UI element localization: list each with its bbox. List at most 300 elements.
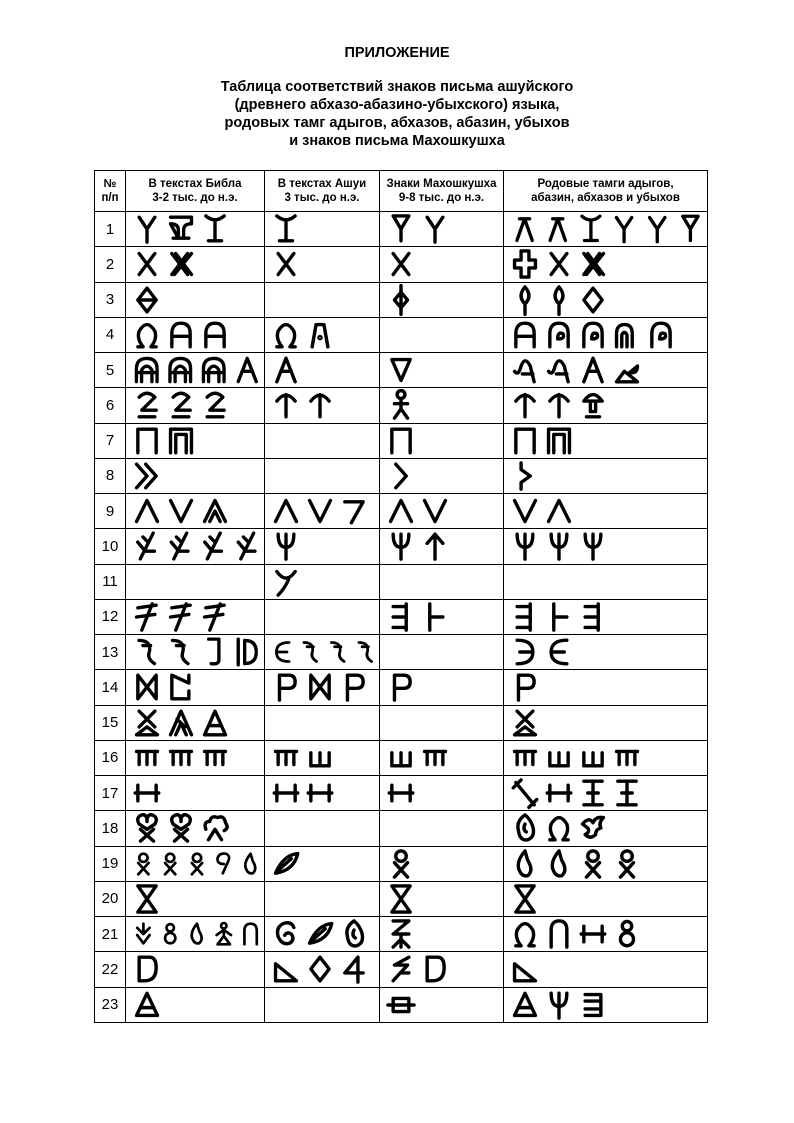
cell-ashui [265,494,380,529]
glyph-group [130,318,264,352]
glyph-group [269,494,379,528]
cell-tamgas [504,776,708,811]
branch-glyph [138,533,155,559]
glyph-group [384,388,503,422]
y-stand-glyph [582,216,600,240]
cell-ashui [265,353,380,388]
glyph-group [269,776,379,810]
d-bar-glyph [238,639,256,665]
t-arc-glyph [516,395,534,417]
correspondence-table [94,170,708,1023]
comb-glyph [137,751,158,764]
glyph-group [130,459,264,493]
cell-makhoshkushkha [380,811,504,846]
glyph-group [384,212,503,246]
cell-makhoshkushkha [380,423,504,458]
glyph-group [269,917,379,951]
glyph-group [269,635,379,669]
glyph-group [130,988,264,1022]
glyph-group [508,670,707,704]
glyph-group [508,600,707,634]
glyph-group [269,952,379,986]
backward-e-glyph [517,640,533,664]
cell-makhoshkushkha [380,881,504,916]
header-number: № п/п [95,171,126,212]
cell-byblos [126,564,265,599]
y-fork-glyph [139,217,155,242]
seven-glyph [345,502,363,523]
glyph-group [269,529,379,563]
glyph-group [508,247,707,281]
arch-glyph [551,921,567,947]
pi-glyph [516,429,534,453]
cell-tamgas [504,881,708,916]
header-byblos: В текстах Библа 3-2 тыс. до н.э. [126,171,265,212]
row-number: 10 [95,529,126,564]
a-curl-glyph [549,361,569,382]
glyph-group [130,776,264,810]
glyph-group [130,917,264,951]
glyph-group [269,353,379,387]
comb-glyph [171,751,192,764]
table-row [95,599,708,634]
psi-glyph [551,535,567,560]
heart-x-glyph [172,815,191,841]
cell-makhoshkushkha [380,740,504,775]
glyph-group [384,459,503,493]
hook-bar-glyph [359,643,372,662]
cell-byblos [126,952,265,987]
table-row [95,353,708,388]
loop-x-glyph [165,853,175,874]
t-arc-glyph [550,395,568,417]
cell-tamgas [504,811,708,846]
row-number: 15 [95,705,126,740]
table-row [95,776,708,811]
row-number: 17 [95,776,126,811]
row-number: 14 [95,670,126,705]
glyph-group [269,388,379,422]
cell-ashui [265,423,380,458]
cell-tamgas [504,353,708,388]
glyph-group [130,494,264,528]
glyph-group [384,917,503,951]
epsilon-glyph [551,640,567,664]
row-number: 18 [95,811,126,846]
arrow-down-glyph [137,924,149,944]
sha-glyph [584,753,602,766]
cell-ashui [265,388,380,423]
four-glyph [345,958,363,983]
cell-ashui [265,529,380,564]
a-curl-glyph [515,361,535,382]
cell-tamgas [504,388,708,423]
dumbbell-glyph [389,785,413,801]
glyph-group [508,988,707,1022]
loop-x-glyph [394,851,407,877]
cell-tamgas [504,458,708,493]
cell-makhoshkushkha [380,670,504,705]
header-ashui: В текстах Ашуи 3 тыс. до н.э. [265,171,380,212]
glyph-group [508,424,707,458]
arch-bar-glyph [516,323,534,347]
caret-up-glyph [276,501,297,522]
cell-ashui [265,282,380,317]
hook-bar-glyph [139,641,154,664]
glyph-group [384,283,503,317]
cell-byblos [126,282,265,317]
t-arc-glyph [311,395,329,417]
glyph-group [269,565,379,599]
glyph-group [508,882,707,916]
glyph-group [384,353,503,387]
glyph-group [269,318,379,352]
pi-glyph [392,429,410,453]
plus-cross-glyph [515,251,536,277]
diamond-glyph [584,288,602,312]
cell-makhoshkushkha [380,564,504,599]
branch-glyph [205,533,222,559]
row-number: 11 [95,564,126,599]
caret-up-glyph [549,501,570,522]
cell-tamgas [504,317,708,352]
tri-flag-glyph [617,366,638,382]
blob-glyph [347,921,363,946]
cell-byblos [126,599,265,634]
anvil-glyph [171,217,192,238]
cell-makhoshkushkha [380,635,504,670]
leaf-glyph [310,924,332,944]
y-stand-glyph [277,216,295,241]
cell-tamgas [504,635,708,670]
row-number: 8 [95,458,126,493]
row-number: 3 [95,282,126,317]
glyph-group [130,424,264,458]
comb-glyph [515,751,536,764]
hourglass-glyph [392,886,410,912]
d-shape-glyph [139,958,156,982]
glyph-group [130,847,264,881]
cell-ashui [265,564,380,599]
e-left-glyph [585,604,598,630]
sigma-glyph [207,394,224,418]
cell-tamgas [504,282,708,317]
row-number: 13 [95,635,126,670]
caret-up-glyph [391,501,412,522]
sha-glyph [550,753,568,766]
slant-bar-glyph [513,780,537,807]
glyph-group [130,952,264,986]
cell-byblos [126,353,265,388]
drop-glyph [192,924,202,944]
glyph-group [384,494,503,528]
cell-byblos [126,705,265,740]
cell-tamgas [504,212,708,247]
sha-glyph [311,753,329,766]
cell-byblos [126,317,265,352]
cell-ashui [265,247,380,282]
row-number: 2 [95,247,126,282]
cell-byblos [126,740,265,775]
caret-down-glyph [310,501,331,522]
cell-makhoshkushkha [380,952,504,987]
glyph-group [384,247,503,281]
bowtie-glyph [311,676,329,700]
t-right-glyph [430,604,443,630]
arch-bar-glyph [172,323,190,347]
table-row [95,811,708,846]
wedge-glyph [276,964,297,981]
loop-x-glyph [586,851,599,877]
table-row [95,670,708,705]
cell-makhoshkushkha [380,458,504,493]
row-number: 5 [95,353,126,388]
hook-bar-glyph [331,643,344,662]
p-letter-glyph [347,676,363,701]
cell-tamgas [504,247,708,282]
arch-loop-glyph [652,323,670,347]
subtitle-line: и знаков письма Махошкушха [289,133,505,149]
x-cross-glyph [278,254,294,275]
man-glyph [217,923,231,944]
cell-ashui [265,917,380,952]
hourglass-glyph [138,886,156,912]
cell-ashui [265,740,380,775]
pi-double-glyph [549,429,570,453]
cell-makhoshkushkha [380,494,504,529]
cell-ashui [265,811,380,846]
glyph-group [130,635,264,669]
psi-glyph [551,993,567,1018]
cell-ashui [265,458,380,493]
table-row [95,247,708,282]
glyph-group [130,741,264,775]
glyph-group [269,670,379,704]
table-row [95,282,708,317]
subtitle-line: родовых тамг адыгов, абхазов, абазин, убыхов [224,115,570,131]
x-cross-glyph [393,254,409,275]
dumbbell-glyph [547,785,571,801]
cell-makhoshkushkha [380,987,504,1022]
header-makhoshkushkha: Знаки Махошкушха 9-8 тыс. до н.э. [380,171,504,212]
sha-glyph [392,753,410,766]
i-beam-glyph [618,781,636,805]
arch-loop-glyph [584,323,602,347]
bowtie-glyph [138,676,156,700]
caret-double-glyph [205,501,226,522]
glyph-group [508,459,707,493]
glyph-group [508,952,707,986]
pi-glyph [138,429,156,453]
row-number: 21 [95,917,126,952]
psi-glyph [585,535,601,560]
t-arc-glyph [277,395,295,417]
cell-makhoshkushkha [380,599,504,634]
drop-glyph [518,851,531,876]
arch-bar-glyph [206,323,224,347]
glyph-group [508,706,707,740]
cell-tamgas [504,599,708,634]
diamond-stem-glyph [394,285,407,314]
page-title: ПРИЛОЖЕНИЕ [344,45,450,61]
d-shape-glyph [427,958,444,982]
a-letter-glyph [584,358,602,382]
dumbbell-glyph [135,785,159,801]
t-right-glyph [554,604,567,630]
table-row [95,987,708,1022]
glyph-group [384,988,503,1022]
triangle-glyph [137,993,158,1015]
row-number: 16 [95,740,126,775]
cell-makhoshkushkha [380,212,504,247]
cell-makhoshkushkha [380,776,504,811]
y-fork-glyph [650,218,665,242]
cell-tamgas [504,529,708,564]
x-cross-glyph [139,254,155,275]
cell-ashui [265,670,380,705]
cell-ashui [265,846,380,881]
glyph-group [384,670,503,704]
cell-byblos [126,917,265,952]
chevron-hook-glyph [521,463,530,489]
omega-glyph [138,324,156,346]
leaf-glyph [276,853,298,873]
glyph-group [508,494,707,528]
glyph-group [269,741,379,775]
glyph-group [508,318,707,352]
tri-double-glyph [171,711,192,735]
goblet-glyph [683,216,698,240]
cell-byblos [126,670,265,705]
cell-byblos [126,987,265,1022]
glyph-group [508,529,707,563]
e-left-glyph [517,604,530,630]
chevrons-right-glyph [137,464,157,488]
glyph-group [130,388,264,422]
comb-glyph [425,751,446,764]
cell-tamgas [504,705,708,740]
row-number: 4 [95,317,126,352]
cell-tamgas [504,987,708,1022]
glyph-group [508,212,707,246]
caret-down-glyph [171,501,192,522]
glyph-group [384,952,503,986]
glyph-group [384,847,503,881]
y-stand-glyph [206,216,224,241]
glyph-group [269,847,379,881]
dumbbell-glyph [308,785,332,801]
diamond-bar-glyph [138,288,156,312]
sigma-glyph [173,394,190,418]
cell-makhoshkushkha [380,282,504,317]
omega-glyph [516,924,534,946]
cell-byblos [126,776,265,811]
loop-x-glyph [138,853,148,874]
cloud-glyph [205,817,227,840]
epsilon-glyph [276,643,289,662]
comb-glyph [617,751,638,764]
y-slant-glyph [205,604,225,630]
cell-tamgas [504,423,708,458]
table-row [95,317,708,352]
glyph-group [508,283,707,317]
glyph-group [130,529,264,563]
glyph-group [508,776,707,810]
cell-makhoshkushkha [380,529,504,564]
row-number: 20 [95,881,126,916]
e-box-glyph [585,994,601,1015]
omega-glyph [550,818,568,840]
hourglass-glyph [516,886,534,912]
cell-tamgas [504,740,708,775]
y-fork-glyph [427,217,443,242]
table-header-row [95,171,708,212]
heart-x-glyph [138,815,157,841]
glyph-group [508,353,707,387]
row-number: 23 [95,987,126,1022]
cell-ashui [265,212,380,247]
cell-byblos [126,529,265,564]
y-fork-glyph [616,218,631,242]
cell-tamgas [504,917,708,952]
drop-glyph [552,851,565,876]
x-cross-glyph [551,254,567,275]
cell-byblos [126,212,265,247]
arch-dot-glyph [312,324,328,346]
cell-tamgas [504,494,708,529]
blob-glyph [518,815,534,840]
caret-down-glyph [515,501,536,522]
wedge-glyph [515,964,536,981]
ring-stack-glyph [620,922,633,946]
caret-up-glyph [137,501,158,522]
cell-byblos [126,881,265,916]
glyph-group [130,212,264,246]
cell-makhoshkushkha [380,353,504,388]
cell-makhoshkushkha [380,846,504,881]
loop-x-glyph [620,851,633,877]
tri-a-glyph [205,711,226,735]
dumbbell-glyph [581,926,605,942]
sigma-glyph [139,394,156,418]
a-letter-glyph [277,358,295,382]
psi-glyph [393,535,409,560]
table-row [95,388,708,423]
subtitle-line: (древнего абхазо-абазино-убыхского) языка, [234,97,560,113]
cell-tamgas [504,670,708,705]
cell-tamgas [504,846,708,881]
comb-glyph [276,751,297,764]
cell-byblos [126,846,265,881]
glyph-group [508,388,707,422]
cell-makhoshkushkha [380,317,504,352]
drop-stem-glyph [555,287,563,314]
box-bar-glyph [388,998,414,1011]
mushroom-glyph [584,395,602,417]
cell-makhoshkushkha [380,388,504,423]
x-double-glyph [172,254,192,275]
glyph-group [130,283,264,317]
bracket-flag-glyph [172,676,189,700]
cell-byblos [126,458,265,493]
a-letter-glyph [238,359,256,382]
loop-x-glyph [192,853,202,874]
table-row [95,881,708,916]
glyph-group [508,635,707,669]
table-row [95,917,708,952]
drop-stem-glyph [521,287,529,314]
subtitle-line: Таблица соответствий знаков письма ашуйского [220,79,574,95]
